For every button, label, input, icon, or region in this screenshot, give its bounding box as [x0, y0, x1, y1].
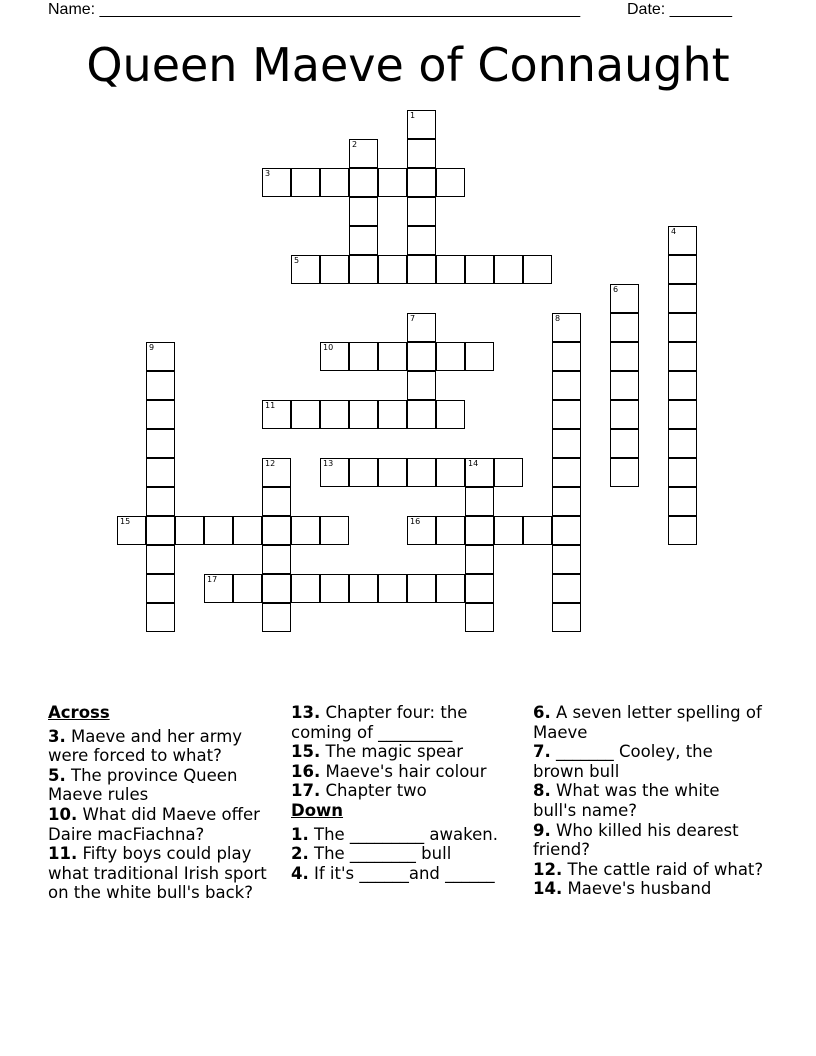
clue-text: Maeve and her army were forced to what?: [48, 726, 243, 766]
grid-cell[interactable]: [262, 545, 291, 574]
clue-text: What did Maeve offer Daire macFiachna?: [48, 804, 260, 844]
cell-number: 12: [265, 459, 276, 468]
clue-number: 6.: [533, 703, 551, 722]
grid-cell[interactable]: [349, 574, 378, 603]
grid-cell[interactable]: [552, 516, 581, 545]
grid-cell[interactable]: [146, 574, 175, 603]
grid-cell[interactable]: [552, 400, 581, 429]
cell-number: 2: [352, 140, 358, 149]
grid-cell[interactable]: [407, 226, 436, 255]
grid-cell[interactable]: [349, 400, 378, 429]
grid-cell[interactable]: [436, 255, 465, 284]
date-field-label[interactable]: Date: _______: [627, 1, 732, 18]
grid-cell[interactable]: [320, 342, 349, 371]
cell-number: 17: [207, 575, 218, 584]
clue-number: 2.: [291, 844, 309, 864]
clue-text: Chapter two: [325, 781, 427, 801]
grid-cell[interactable]: [378, 574, 407, 603]
down-clue: [533, 860, 765, 880]
clue-number: 14.: [533, 879, 563, 899]
grid-cell[interactable]: [378, 168, 407, 197]
grid-cell[interactable]: [552, 371, 581, 400]
down-clue: [291, 825, 523, 845]
grid-cell[interactable]: [262, 574, 291, 603]
down-clue: [533, 781, 765, 820]
down-clue: [533, 703, 765, 742]
grid-cell[interactable]: [552, 458, 581, 487]
grid-cell[interactable]: [349, 458, 378, 487]
grid-cell[interactable]: [407, 139, 436, 168]
clue-text: The cattle raid of what?: [567, 859, 764, 879]
down-clue: [291, 864, 523, 884]
across-clue: [291, 762, 523, 782]
grid-cell[interactable]: [610, 400, 639, 429]
grid-cell[interactable]: [436, 342, 465, 371]
grid-cell[interactable]: [668, 487, 697, 516]
down-clue: [533, 879, 765, 899]
grid-cell[interactable]: [349, 342, 378, 371]
cell-number: 4: [671, 227, 677, 236]
grid-cell[interactable]: [320, 168, 349, 197]
grid-cell[interactable]: [407, 313, 436, 342]
clue-number: 17.: [291, 781, 321, 801]
clue-number: 15.: [291, 742, 321, 762]
clue-text: Who killed his dearest friend?: [533, 820, 739, 860]
cell-number: 6: [613, 285, 619, 294]
grid-cell[interactable]: [204, 574, 233, 603]
clue-text: If it's ______and ______: [314, 863, 495, 883]
cell-number: 9: [149, 343, 155, 352]
down-heading: Down: [291, 800, 344, 820]
grid-cell[interactable]: [436, 400, 465, 429]
grid-cell[interactable]: [407, 197, 436, 226]
grid-cell[interactable]: [668, 284, 697, 313]
clue-number: 7.: [533, 742, 551, 762]
grid-cell[interactable]: [349, 197, 378, 226]
across-clue: [48, 766, 280, 805]
grid-cell[interactable]: [407, 110, 436, 139]
grid-cell[interactable]: [436, 458, 465, 487]
across-clue: [291, 703, 523, 742]
grid-cell[interactable]: [668, 429, 697, 458]
clue-text: Maeve's hair colour: [325, 761, 487, 781]
cell-number: 3: [265, 169, 271, 178]
down-clue: [533, 821, 765, 860]
clue-text: The magic spear: [325, 742, 464, 762]
grid-cell[interactable]: [320, 458, 349, 487]
grid-cell[interactable]: [552, 342, 581, 371]
grid-cell[interactable]: [668, 371, 697, 400]
grid-cell[interactable]: [320, 400, 349, 429]
grid-cell[interactable]: [552, 603, 581, 632]
grid-cell[interactable]: [262, 487, 291, 516]
grid-cell[interactable]: [378, 342, 407, 371]
grid-cell[interactable]: [523, 255, 552, 284]
grid-cell[interactable]: [146, 342, 175, 371]
clue-text: The province Queen Maeve rules: [48, 765, 238, 805]
cell-number: 10: [323, 343, 334, 352]
grid-cell[interactable]: [552, 574, 581, 603]
grid-cell[interactable]: [262, 400, 291, 429]
grid-cell[interactable]: [291, 516, 320, 545]
grid-cell[interactable]: [117, 516, 146, 545]
grid-cell[interactable]: [465, 487, 494, 516]
clue-number: 13.: [291, 703, 321, 722]
grid-cell[interactable]: [465, 255, 494, 284]
clue-number: 11.: [48, 844, 78, 864]
name-field-label[interactable]: Name: ______________________________________________________: [48, 1, 581, 18]
grid-cell[interactable]: [494, 458, 523, 487]
grid-cell[interactable]: [407, 342, 436, 371]
cell-number: 16: [410, 517, 421, 526]
grid-cell[interactable]: [465, 458, 494, 487]
clue-number: 16.: [291, 761, 321, 781]
grid-cell[interactable]: [262, 458, 291, 487]
grid-cell[interactable]: [233, 516, 262, 545]
grid-cell[interactable]: [320, 255, 349, 284]
across-heading: Across: [48, 703, 110, 722]
grid-cell[interactable]: [494, 255, 523, 284]
cell-number: 14: [468, 459, 479, 468]
grid-cell[interactable]: [262, 603, 291, 632]
grid-cell[interactable]: [523, 516, 552, 545]
grid-cell[interactable]: [291, 400, 320, 429]
grid-cell[interactable]: [262, 516, 291, 545]
grid-cell[interactable]: [320, 516, 349, 545]
clue-text: The ________ bull: [314, 844, 452, 864]
clue-number: 8.: [533, 781, 551, 801]
grid-cell[interactable]: [378, 255, 407, 284]
grid-cell[interactable]: [291, 255, 320, 284]
grid-cell[interactable]: [349, 255, 378, 284]
grid-cell[interactable]: [407, 168, 436, 197]
grid-cell[interactable]: [668, 255, 697, 284]
grid-cell[interactable]: [262, 168, 291, 197]
grid-cell[interactable]: [349, 168, 378, 197]
grid-cell[interactable]: [436, 574, 465, 603]
clues-column-3: [533, 703, 765, 899]
clues-column-1: [48, 703, 280, 903]
grid-cell[interactable]: [175, 516, 204, 545]
grid-cell[interactable]: [407, 371, 436, 400]
cell-number: 8: [555, 314, 561, 323]
down-clue: [291, 844, 523, 864]
grid-cell[interactable]: [146, 429, 175, 458]
grid-cell[interactable]: [146, 545, 175, 574]
grid-cell[interactable]: [146, 487, 175, 516]
clue-text: What was the white bull's name?: [533, 781, 720, 820]
grid-cell[interactable]: [233, 574, 262, 603]
grid-cell[interactable]: [465, 342, 494, 371]
page-title: Queen Maeve of Connaught: [86, 38, 730, 92]
grid-cell[interactable]: [465, 574, 494, 603]
grid-cell[interactable]: [407, 255, 436, 284]
grid-cell[interactable]: [552, 487, 581, 516]
grid-cell[interactable]: [465, 516, 494, 545]
grid-cell[interactable]: [407, 574, 436, 603]
grid-cell[interactable]: [668, 342, 697, 371]
cell-number: 1: [410, 111, 416, 120]
grid-cell[interactable]: [146, 371, 175, 400]
grid-cell[interactable]: [349, 139, 378, 168]
grid-cell[interactable]: [552, 429, 581, 458]
clue-text: Maeve's husband: [567, 879, 712, 899]
grid-cell[interactable]: [204, 516, 233, 545]
grid-cell[interactable]: [436, 516, 465, 545]
grid-cell[interactable]: [407, 400, 436, 429]
grid-cell[interactable]: [146, 603, 175, 632]
grid-cell[interactable]: [465, 603, 494, 632]
grid-cell[interactable]: [407, 458, 436, 487]
grid-cell[interactable]: [552, 313, 581, 342]
clue-text: _______ Cooley, the brown bull: [533, 742, 713, 781]
grid-cell[interactable]: [407, 516, 436, 545]
cell-number: 7: [410, 314, 416, 323]
clue-number: 9.: [533, 820, 551, 840]
clue-number: 10.: [48, 804, 78, 824]
clue-text: Fifty boys could play what traditional Irish sport on the white bull's back?: [48, 844, 267, 903]
grid-cell[interactable]: [465, 545, 494, 574]
clue-number: 12.: [533, 859, 563, 879]
grid-cell[interactable]: [349, 226, 378, 255]
clue-text: The _________ awaken.: [314, 824, 498, 844]
across-clue: [48, 805, 280, 844]
grid-cell[interactable]: [610, 371, 639, 400]
across-clue: [291, 742, 523, 762]
grid-cell[interactable]: [610, 429, 639, 458]
grid-cell[interactable]: [610, 342, 639, 371]
grid-cell[interactable]: [668, 516, 697, 545]
grid-cell[interactable]: [436, 168, 465, 197]
grid-cell[interactable]: [610, 284, 639, 313]
grid-cell[interactable]: [378, 400, 407, 429]
clue-number: 4.: [291, 863, 309, 883]
grid-cell[interactable]: [668, 400, 697, 429]
across-clue: [48, 844, 280, 903]
clue-number: 5.: [48, 765, 66, 785]
cell-number: 15: [120, 517, 131, 526]
across-clue: [48, 727, 280, 766]
grid-cell[interactable]: [291, 574, 320, 603]
grid-cell[interactable]: [552, 545, 581, 574]
clue-text: Chapter four: the coming of _________: [291, 703, 468, 742]
grid-cell[interactable]: [494, 516, 523, 545]
grid-cell[interactable]: [291, 168, 320, 197]
grid-cell[interactable]: [668, 313, 697, 342]
clues-column-2: [291, 703, 523, 883]
clue-number: 3.: [48, 726, 66, 746]
grid-cell[interactable]: [146, 458, 175, 487]
cell-number: 13: [323, 459, 334, 468]
clue-number: 1.: [291, 824, 309, 844]
cell-number: 5: [294, 256, 300, 265]
down-clue: [533, 742, 765, 781]
grid-cell[interactable]: [146, 400, 175, 429]
grid-cell[interactable]: [610, 313, 639, 342]
grid-cell[interactable]: [146, 516, 175, 545]
grid-cell[interactable]: [378, 458, 407, 487]
across-clue: [291, 781, 523, 801]
grid-cell[interactable]: [668, 226, 697, 255]
grid-cell[interactable]: [610, 458, 639, 487]
grid-cell[interactable]: [668, 458, 697, 487]
clue-text: A seven letter spelling of Maeve: [533, 703, 762, 742]
grid-cell[interactable]: [320, 574, 349, 603]
cell-number: 11: [265, 401, 276, 410]
